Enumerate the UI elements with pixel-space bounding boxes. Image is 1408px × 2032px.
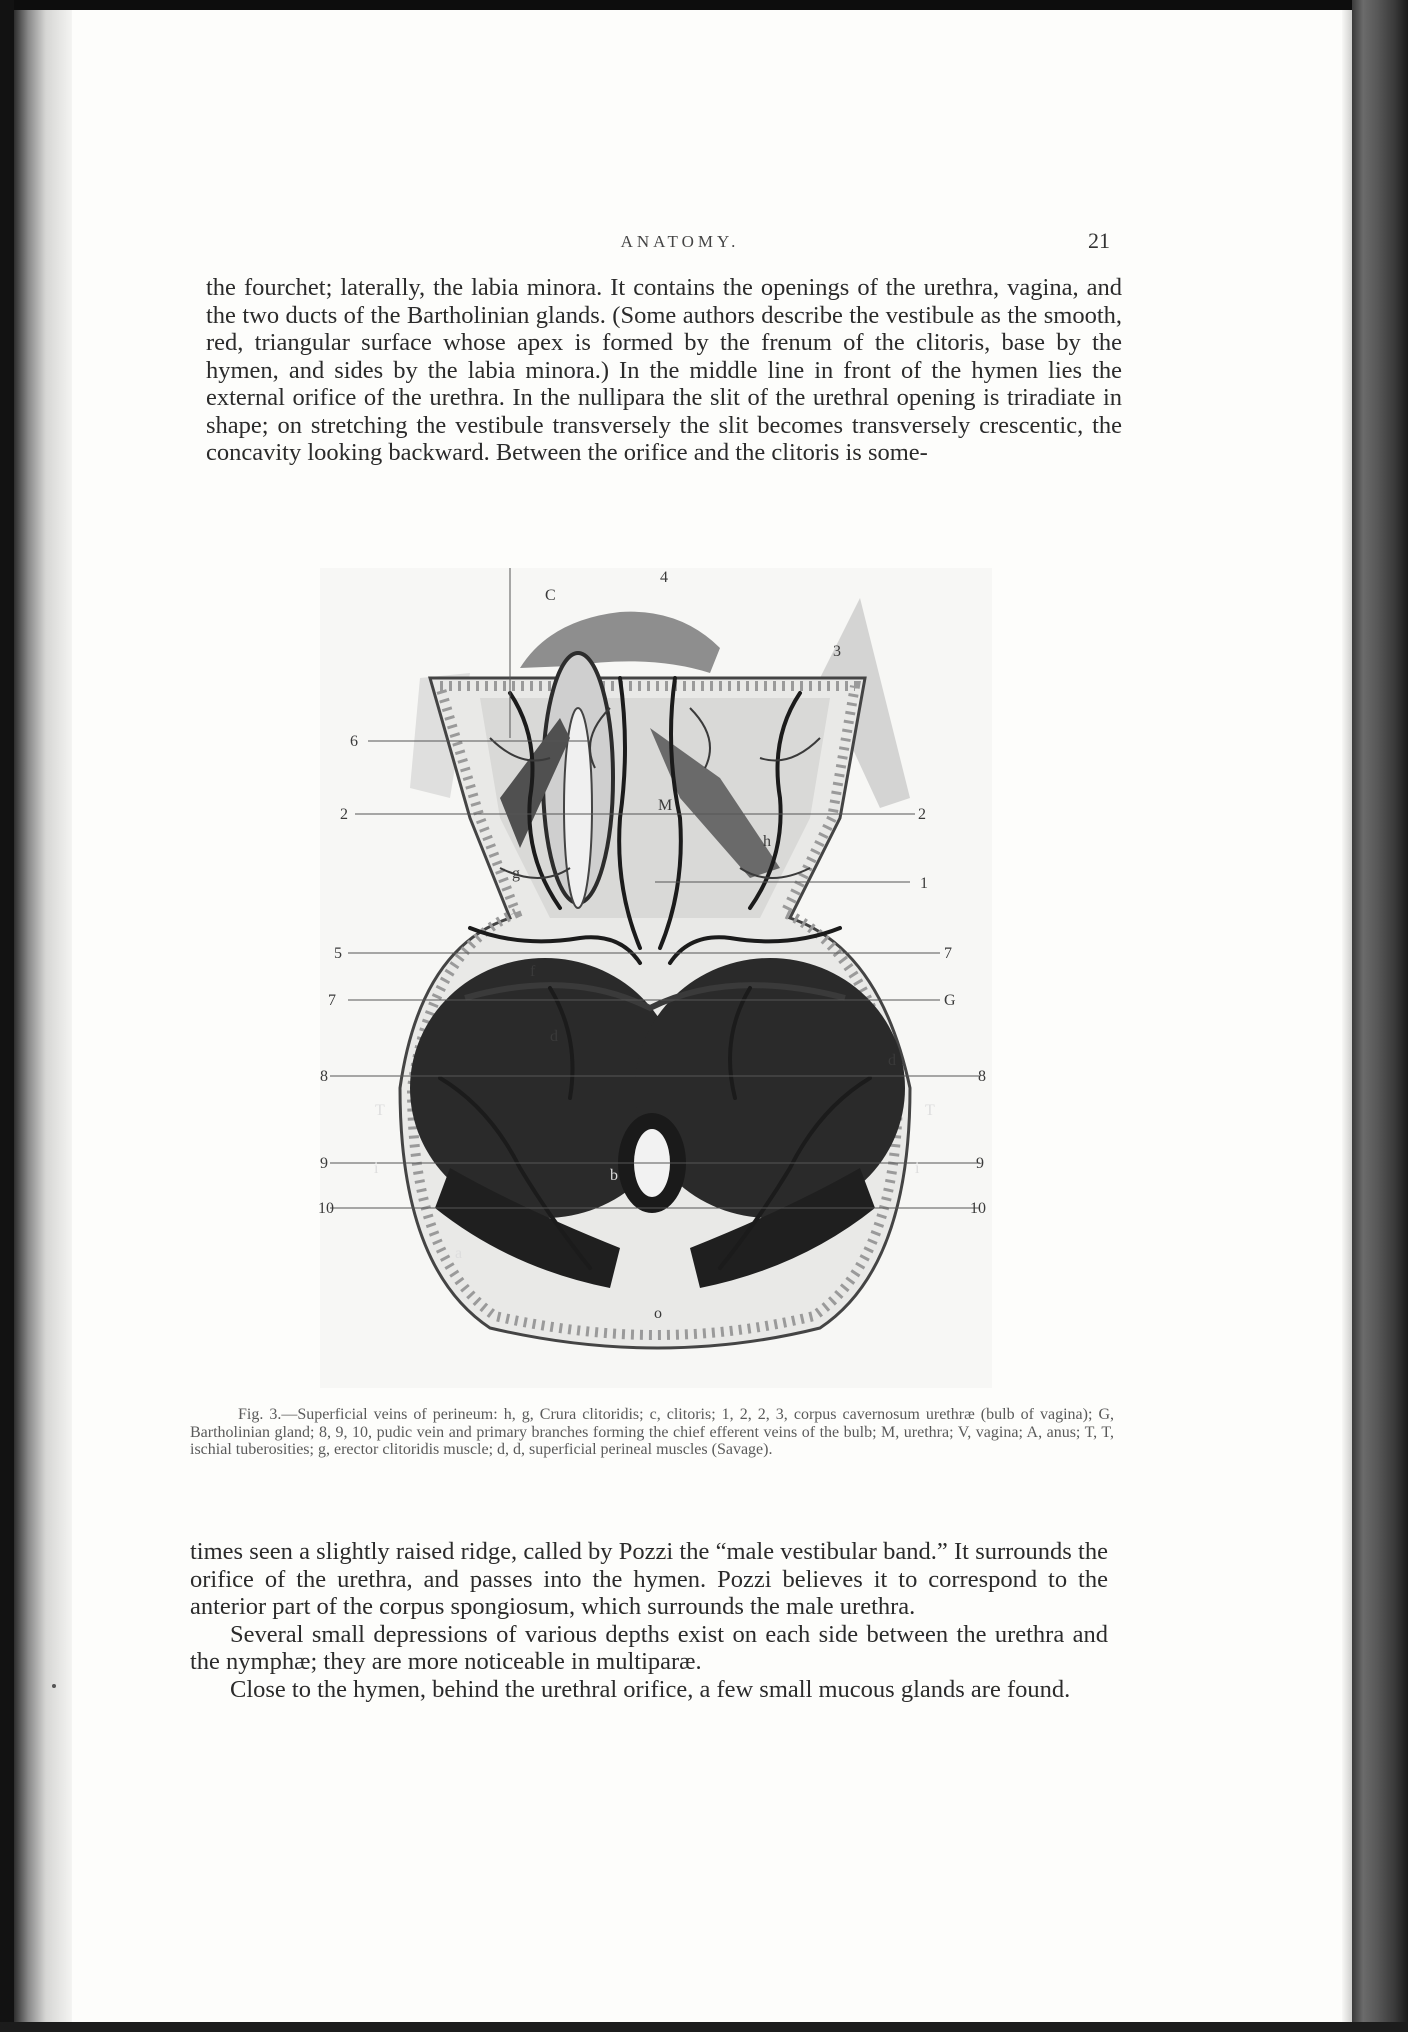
figure-label-9-right: 9 (976, 1155, 984, 1172)
scan-top-edge (0, 0, 1408, 10)
perineum-illustration (320, 568, 992, 1388)
figure-label-5: 5 (334, 945, 342, 962)
scan-left-edge (0, 0, 14, 2032)
figure-label-d-right: d (888, 1052, 896, 1069)
figure-label-b: b (610, 1167, 618, 1184)
book-page-stack (1352, 0, 1408, 2032)
figure-label-7-left: 7 (328, 992, 336, 1009)
figure-label-C: C (545, 587, 556, 604)
figure-label-i-right: i (915, 1160, 920, 1177)
running-title: ANATOMY. (620, 232, 740, 251)
body-paragraph-3: Close to the hymen, behind the urethral orifice, a few small mucous glands are found. (230, 1675, 1071, 1703)
figure-label-i-left: i (374, 1160, 379, 1177)
figure-label-o: o (654, 1305, 662, 1322)
figure-label-8-right: 8 (978, 1068, 986, 1085)
figure-label-T-right: T (925, 1102, 935, 1119)
scan-bottom-edge (0, 2022, 1408, 2032)
body-paragraph-1: times seen a slightly raised ridge, called by Pozzi the “male vestibular band.” It surrounds the orifice of the urethra, and passes into the hymen. Pozzi believes it to correspond to the anterior part of the corpus spongiosum, which surrounds the male urethra. (190, 1538, 1108, 1620)
body-paragraph-2: Several small depressions of various depths exist on each side between the urethra and the nymphæ; they are more noticeable in multiparæ. (190, 1620, 1108, 1675)
figure-label-2-right: 2 (918, 806, 926, 823)
figure-label-8-left: 8 (320, 1068, 328, 1085)
page-number: 21 (1088, 228, 1110, 253)
page-right-edge (1342, 10, 1352, 2032)
figure-caption: Fig. 3.—Superficial veins of perineum: h, g, Crura clitoridis; c, clitoris; 1, 2, 2, 3, corpus cavernosum urethræ (bulb of vagina); G, Bartholinian gland; 8, 9, 10, pudic vein and primary branches forming the chief efferent veins of the bulb; M, urethra; V, vagina; A, anus; T, T, ischial tuberosities; g, erector clitoridis muscle; d, d, superficial perineal muscles (Savage). (190, 1406, 1114, 1458)
figure-label-g: g (512, 865, 520, 882)
figure-label-7-right: 7 (944, 945, 952, 962)
figure-label-d-left: d (550, 1028, 558, 1045)
figure-label-f: f (530, 963, 536, 980)
figure-label-G: G (944, 992, 956, 1009)
figure-label-a: a (455, 1245, 463, 1262)
figure-label-10-left: 10 (318, 1200, 334, 1217)
figure-label-4: 4 (660, 569, 668, 586)
figure-label-6: 6 (350, 733, 358, 750)
scan-speck (52, 1684, 56, 1688)
figure-label-2-left: 2 (340, 806, 348, 823)
figure-label-T-left: T (375, 1102, 385, 1119)
figure-label-M: M (658, 797, 673, 814)
figure-label-1: 1 (920, 875, 928, 892)
figure-label-3: 3 (833, 643, 841, 660)
body-text-bottom (190, 1538, 1108, 1703)
figure-label-9-left: 9 (320, 1155, 328, 1172)
figure-label-10-right: 10 (970, 1200, 986, 1217)
body-paragraph-top: the fourchet; laterally, the labia minora. It contains the openings of the urethra, vagina, and the two ducts of the Bartholinian glands. (Some authors describe the vestibule as the smooth, red, triangular surface whose apex is formed by the frenum of the clitoris, base by the hymen, and sides by the labia minora.) In the middle line in front of the hymen lies the external orifice of the urethra. In the nullipara the slit of the urethral opening is triradiate in shape; on stretching the vestibule transversely the slit becomes transversely crescentic, the concavity looking backward. Between the orifice and the clitoris is some- (206, 274, 1122, 466)
figure-label-h: h (763, 833, 771, 850)
book-spine-shadow (14, 10, 72, 2032)
